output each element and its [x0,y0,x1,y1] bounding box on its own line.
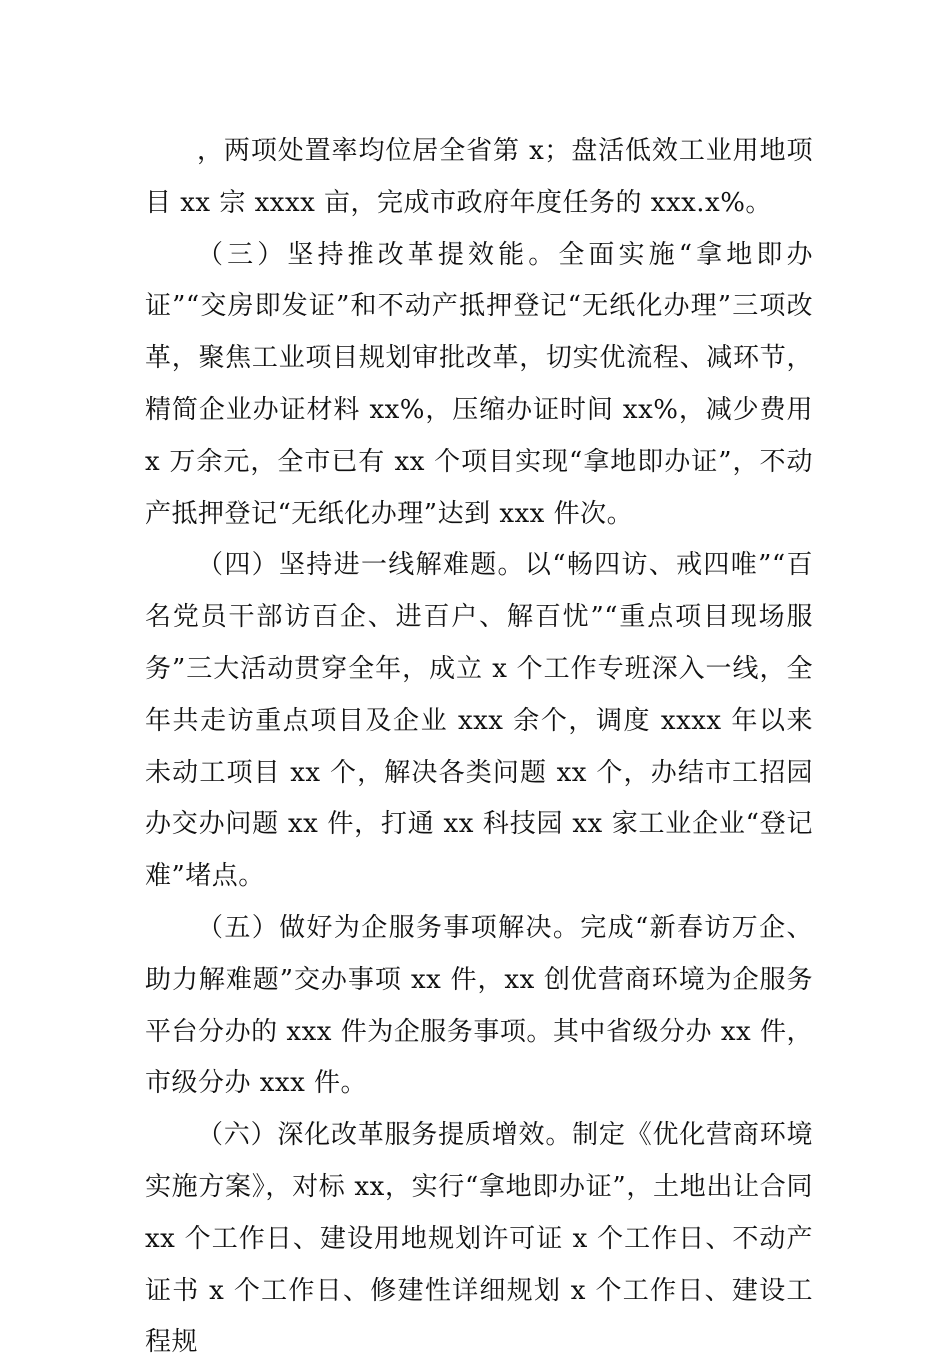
paragraph-deepen-reform: （六）深化改革服务提质增效。制定《优化营商环境实施方案》，对标 xx，实行“拿地即办证”，土地出让合同 xx 个工作日、建设用地规划许可证 x 个工作日、不动产证书 x 个工作日、修建性详细规划 x 个工作日、建设工程规 [145,1120,813,1358]
document-body [145,126,813,1369]
paragraph-enterprise-services: （五）做好为企服务事项解决。完成“新春访万企、助力解难题”交办事项 xx 件，xx 创优营商环境为企服务平台分办的 xxx 件为企服务事项。其中省级分办 xx 件，市级分办 xxx 件。 [145,912,813,1099]
paragraph-frontline-problems: （四）坚持进一线解难题。以“畅四访、戒四唯”“百名党员干部访百企、进百户、解百忧”“重点项目现场服务”三大活动贯穿全年，成立 x 个工作专班深入一线，全年共走访重点项目及企业 xxx 余个，调度 xxxx 年以来未动工项目 xx 个，解决各类问题 xx 个，办结市工招园办交办问题 xx 件，打通 xx 科技园 xx 家工业企业“登记难”堵点。 [145,550,813,892]
paragraph-disposal-rate: ，两项处置率均位居全省第 x；盘活低效工业用地项目 xx 宗 xxxx 亩，完成市政府年度任务的 xxx.x%。 [145,136,813,218]
paragraph-reform-efficiency: （三）坚持推改革提效能。全面实施“拿地即办证”“交房即发证”和不动产抵押登记“无纸化办理”三项改革，聚焦工业项目规划审批改革，切实优流程、减环节，精简企业办证材料 xx%，压缩办证时间 xx%，减少费用 x 万余元，全市已有 xx 个项目实现“拿地即办证”，不动产抵押登记“无纸化办理”达到 xxx 件次。 [145,239,813,529]
